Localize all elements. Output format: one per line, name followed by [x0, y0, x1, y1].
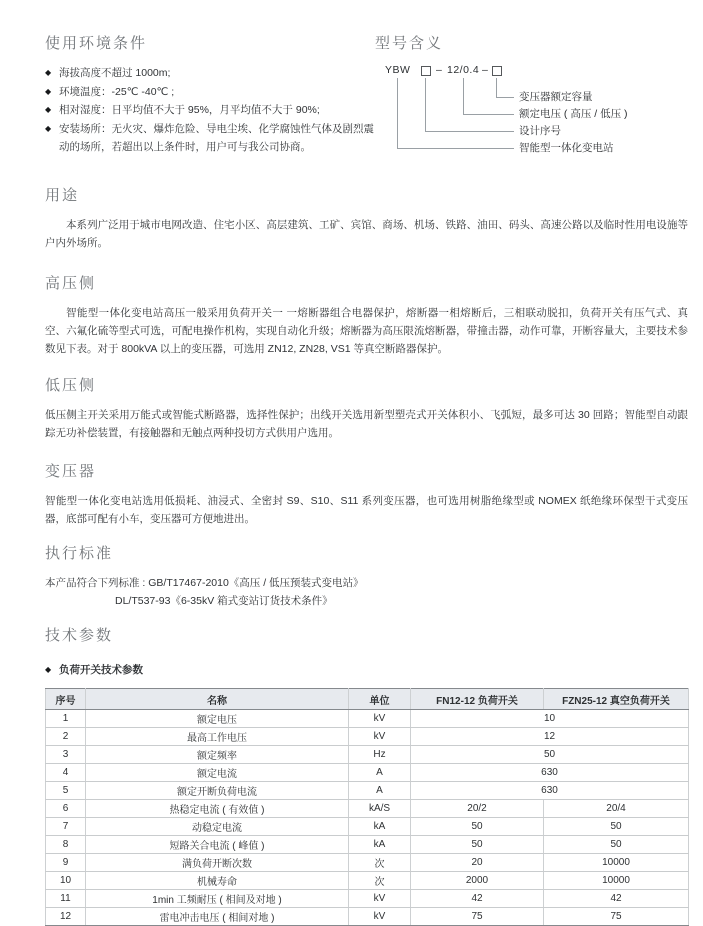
table-row: [46, 818, 689, 836]
cell-name: 1min 工频耐压 ( 相间及对地 ): [86, 890, 349, 908]
cell-fn12: 42: [411, 890, 544, 908]
diamond-bullet-icon: ◆: [45, 665, 52, 674]
cell-name: 满负荷开断次数: [86, 854, 349, 872]
model-designation-diagram: [375, 64, 688, 164]
table-row: [46, 764, 689, 782]
cell-name: 额定频率: [86, 746, 349, 764]
diamond-bullet-icon: ◆: [45, 68, 52, 77]
cell-fzn25: 50: [544, 818, 689, 836]
section-title-tech-params: 技术参数: [45, 627, 114, 644]
bullet-text: 相对湿度：日平均值不大于 95%，月平均值不大于 90%;: [59, 104, 320, 116]
cell-fn12: 50: [411, 836, 544, 854]
cell-no: 2: [46, 728, 86, 746]
cell-unit: Hz: [349, 746, 411, 764]
cell-unit: kV: [349, 728, 411, 746]
section-title-standard: 执行标准: [45, 545, 114, 562]
cell-unit: kA: [349, 818, 411, 836]
diamond-bullet-icon: ◆: [45, 86, 52, 96]
cell-name: 最高工作电压: [86, 728, 349, 746]
usage-paragraph: 本系列广泛用于城市电网改造、住宅小区、高层建筑、工矿、宾馆、商场、机场、铁路、油田、码头、高速公路以及临时性用电设施等户内外场所。: [45, 219, 688, 249]
list-item: [45, 64, 375, 83]
cell-no: 4: [46, 764, 86, 782]
table-row: [46, 710, 689, 728]
cell-fn12: 2000: [411, 872, 544, 890]
section-title-usage: 用途: [45, 187, 80, 204]
cell-fzn25: 20/4: [544, 800, 689, 818]
connector-line: [397, 78, 514, 149]
cell-name: 动稳定电流: [86, 818, 349, 836]
table-row: [46, 782, 689, 800]
cell-no: 6: [46, 800, 86, 818]
bullet-text: 环境温度：-25℃ -40℃ ;: [59, 85, 175, 98]
model-label-capacity: 变压器额定容量: [519, 91, 593, 103]
subtitle-text: 负荷开关技术参数: [59, 664, 143, 676]
load-switch-params-table: [45, 688, 689, 926]
model-code-voltage: 12/0.4: [447, 64, 480, 76]
hv-paragraph: 智能型一体化变电站高压一般采用负荷开关一 一熔断器组合电器保护，熔断器一相熔断后，三相联动脱扣，负荷开关有压气式、真空、六氟化硫等型式可选，可配电操作机构，实现自动化升级；熔断器为高压限流熔断器，带撞击器，动作可靠，开断容量大，主要技术参数见下表。对于 800kVA 以上的变压器，可选用 ZN12, ZN28, VS1 等真空断路器保护。: [45, 307, 688, 355]
table-row: [46, 890, 689, 908]
list-item: [45, 83, 375, 102]
table-row: [46, 746, 689, 764]
placeholder-box-icon: [421, 66, 431, 76]
standard-line-2: DL/T537-93《6-35kV 箱式变站订货技术条件》: [115, 595, 333, 607]
model-label-design-serial: 设计序号: [519, 125, 561, 137]
table-row: [46, 872, 689, 890]
cell-value-merged: 50: [411, 746, 689, 764]
model-label-voltage: 额定电压 ( 高压 / 低压 ): [519, 108, 628, 120]
cell-unit: 次: [349, 872, 411, 890]
cell-no: 12: [46, 908, 86, 926]
cell-no: 3: [46, 746, 86, 764]
cell-fzn25: 75: [544, 908, 689, 926]
cell-unit: A: [349, 782, 411, 800]
section-title-environment: 使用环境条件: [45, 35, 148, 52]
cell-unit: 次: [349, 854, 411, 872]
cell-name: 雷电冲击电压 ( 相间对地 ): [86, 908, 349, 926]
environment-section: [45, 34, 375, 164]
section-title-hv-side: 高压侧: [45, 275, 97, 292]
cell-unit: kV: [349, 890, 411, 908]
model-code-dash: –: [436, 64, 443, 76]
model-label-substation: 智能型一体化变电站: [519, 142, 614, 154]
cell-value-merged: 630: [411, 782, 689, 800]
placeholder-box-icon: [492, 66, 502, 76]
cell-fn12: 20/2: [411, 800, 544, 818]
cell-fzn25: 50: [544, 836, 689, 854]
col-header-fzn25: FZN25-12 真空负荷开关: [544, 689, 689, 710]
cell-name: 机械寿命: [86, 872, 349, 890]
cell-no: 7: [46, 818, 86, 836]
bullet-text: 安装场所：无火灾、爆炸危险、导电尘埃、化学腐蚀性气体及剧烈震动的场所，若超出以上条件时，用户可与我公司协商。: [59, 122, 374, 153]
cell-unit: kA: [349, 836, 411, 854]
cell-name: 额定电压: [86, 710, 349, 728]
cell-value-merged: 630: [411, 764, 689, 782]
cell-unit: kV: [349, 710, 411, 728]
cell-fzn25: 10000: [544, 854, 689, 872]
tech-params-subtitle: [45, 662, 688, 678]
table-row: [46, 836, 689, 854]
cell-no: 11: [46, 890, 86, 908]
cell-unit: kV: [349, 908, 411, 926]
cell-fzn25: 10000: [544, 872, 689, 890]
diamond-bullet-icon: ◆: [45, 123, 52, 133]
cell-no: 9: [46, 854, 86, 872]
section-title-transformer: 变压器: [45, 463, 97, 480]
bullet-text: 海拔高度不超过 1000m;: [59, 67, 171, 79]
col-header-no: 序号: [46, 689, 86, 710]
standard-line-1: 本产品符合下列标准 : GB/T17467-2010《高压 / 低压预装式变电站》: [45, 577, 364, 589]
table-header-row: [46, 689, 689, 710]
cell-name: 短路关合电流 ( 峰值 ): [86, 836, 349, 854]
table-row: [46, 800, 689, 818]
cell-fn12: 75: [411, 908, 544, 926]
diamond-bullet-icon: ◆: [45, 105, 52, 114]
col-header-fn12: FN12-12 负荷开关: [411, 689, 544, 710]
model-code-dash: –: [482, 64, 489, 76]
col-header-name: 名称: [86, 689, 349, 710]
cell-fn12: 50: [411, 818, 544, 836]
cell-name: 热稳定电流 ( 有效值 ): [86, 800, 349, 818]
cell-unit: kA/S: [349, 800, 411, 818]
col-header-unit: 单位: [349, 689, 411, 710]
model-designation-section: [375, 34, 688, 164]
lv-paragraph: 低压侧主开关采用万能式或智能式断路器，选择性保护；出线开关选用新型塑壳式开关体积小、飞弧短，最多可达 30 回路；智能型自动跟踪无功补偿装置，有接触器和无触点两种投切方式供用户选用。: [45, 409, 688, 439]
cell-name: 额定电流: [86, 764, 349, 782]
transformer-paragraph: 智能型一体化变电站选用低损耗、油浸式、全密封 S9、S10、S11 系列变压器，也可选用树脂绝缘型或 NOMEX 纸绝缘环保型干式变压器，底部可配有小车，变压器可方便地进出。: [45, 495, 688, 525]
table-row: [46, 854, 689, 872]
cell-name: 额定开断负荷电流: [86, 782, 349, 800]
list-item: [45, 101, 375, 120]
cell-no: 10: [46, 872, 86, 890]
cell-value-merged: 10: [411, 710, 689, 728]
cell-no: 1: [46, 710, 86, 728]
section-title-lv-side: 低压侧: [45, 377, 97, 394]
table-row: [46, 908, 689, 926]
section-title-model: 型号含义: [375, 35, 444, 52]
cell-no: 8: [46, 836, 86, 854]
model-code-prefix: YBW: [385, 64, 411, 76]
cell-unit: A: [349, 764, 411, 782]
list-item: [45, 120, 375, 157]
environment-bullet-list: [45, 64, 375, 157]
cell-no: 5: [46, 782, 86, 800]
cell-fn12: 20: [411, 854, 544, 872]
table-row: [46, 728, 689, 746]
cell-value-merged: 12: [411, 728, 689, 746]
cell-fzn25: 42: [544, 890, 689, 908]
top-section: [45, 34, 688, 164]
